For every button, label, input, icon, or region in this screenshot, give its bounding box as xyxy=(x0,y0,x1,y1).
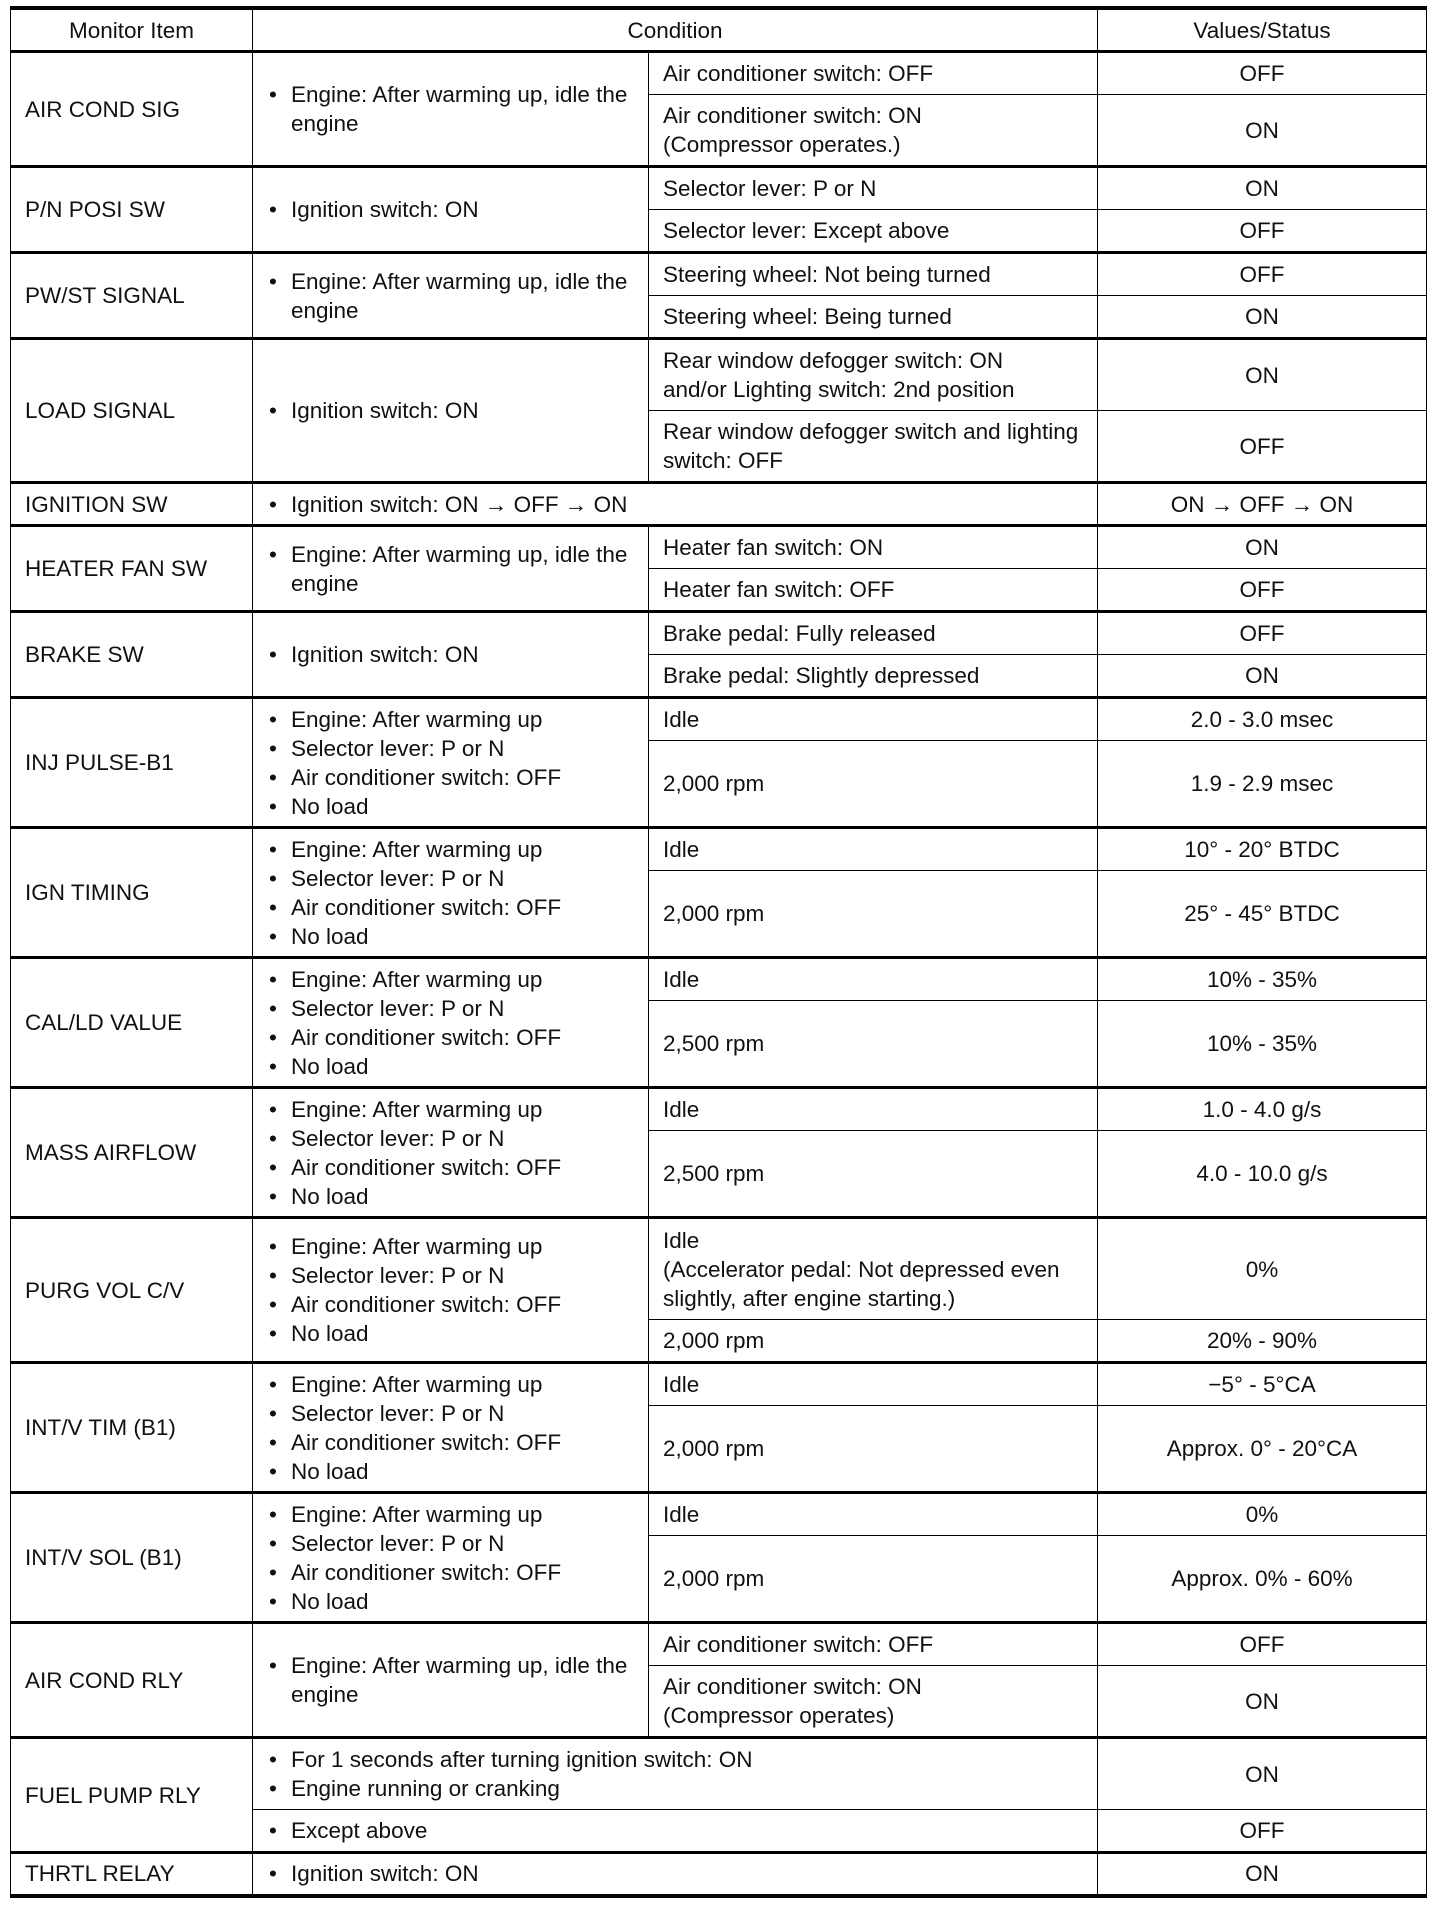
value-cell: ON → OFF → ON xyxy=(1098,483,1427,526)
sub-condition-cell: Idle (Accelerator pedal: Not depressed even slightly, after engine starting.) xyxy=(649,1218,1098,1320)
condition-cell xyxy=(253,958,649,1088)
condition-bullet: • Except above xyxy=(267,1816,1083,1845)
monitor-item-cell: P/N POSI SW xyxy=(11,167,253,253)
condition-cell xyxy=(253,52,649,167)
value-cell: ON xyxy=(1098,296,1427,339)
condition-bullet: • Engine: After warming up xyxy=(267,705,634,734)
condition-bullet: • Engine: After warming up xyxy=(267,1370,634,1399)
table-row xyxy=(11,958,1427,1001)
header-monitor-item: Monitor Item xyxy=(11,8,253,52)
monitor-item-cell: AIR COND SIG xyxy=(11,52,253,167)
condition-cell xyxy=(253,253,649,339)
condition-bullet: • No load xyxy=(267,922,634,951)
sub-condition-cell: 2,000 rpm xyxy=(649,871,1098,958)
sub-condition-cell: Idle xyxy=(649,828,1098,871)
condition-bullet: • Engine: After warming up, idle the engine xyxy=(267,80,634,138)
condition-bullet: • Air conditioner switch: OFF xyxy=(267,1428,634,1457)
monitor-item-cell: THRTL RELAY xyxy=(11,1853,253,1896)
monitor-item-cell: INJ PULSE-B1 xyxy=(11,698,253,828)
condition-bullet: • Ignition switch: ON xyxy=(267,640,634,669)
value-cell: OFF xyxy=(1098,612,1427,655)
sub-condition-cell: Air conditioner switch: ON (Compressor operates.) xyxy=(649,95,1098,167)
sub-condition-cell: 2,000 rpm xyxy=(649,1406,1098,1493)
condition-bullet: • Engine: After warming up xyxy=(267,835,634,864)
table-header-row xyxy=(11,8,1427,52)
table-row xyxy=(11,612,1427,655)
condition-cell xyxy=(253,1218,649,1363)
monitor-item-cell: IGNITION SW xyxy=(11,483,253,526)
sub-condition-cell: Idle xyxy=(649,958,1098,1001)
value-cell: ON xyxy=(1098,339,1427,411)
table-row xyxy=(11,1623,1427,1666)
monitor-item-cell: INT/V TIM (B1) xyxy=(11,1363,253,1493)
table-row xyxy=(11,167,1427,210)
value-cell: ON xyxy=(1098,1666,1427,1738)
value-cell: 0% xyxy=(1098,1493,1427,1536)
value-cell: 0% xyxy=(1098,1218,1427,1320)
condition-cell xyxy=(253,167,649,253)
condition-cell xyxy=(253,1088,649,1218)
table-row xyxy=(11,526,1427,569)
condition-bullet: • Air conditioner switch: OFF xyxy=(267,893,634,922)
value-cell: 20% - 90% xyxy=(1098,1320,1427,1363)
sub-condition-cell: Heater fan switch: ON xyxy=(649,526,1098,569)
condition-bullet: • Engine: After warming up, idle the engine xyxy=(267,267,634,325)
condition-cell xyxy=(253,698,649,828)
table-row xyxy=(11,1738,1427,1810)
condition-bullet: • Air conditioner switch: OFF xyxy=(267,1153,634,1182)
sub-condition-cell: Air conditioner switch: OFF xyxy=(649,52,1098,95)
monitor-item-cell: FUEL PUMP RLY xyxy=(11,1738,253,1853)
condition-cell xyxy=(253,339,649,483)
value-cell: OFF xyxy=(1098,210,1427,253)
condition-cell xyxy=(253,1623,649,1738)
value-cell: ON xyxy=(1098,1853,1427,1896)
value-cell: 25° - 45° BTDC xyxy=(1098,871,1427,958)
value-cell: 4.0 - 10.0 g/s xyxy=(1098,1131,1427,1218)
condition-bullet: • No load xyxy=(267,1587,634,1616)
sub-condition-cell: Idle xyxy=(649,1088,1098,1131)
sub-condition-cell: Rear window defogger switch: ON and/or Lighting switch: 2nd position xyxy=(649,339,1098,411)
value-cell: ON xyxy=(1098,95,1427,167)
sub-condition-cell: 2,500 rpm xyxy=(649,1001,1098,1088)
value-cell: OFF xyxy=(1098,569,1427,612)
value-cell: Approx. 0° - 20°CA xyxy=(1098,1406,1427,1493)
condition-cell xyxy=(253,1853,1098,1896)
condition-bullet: • No load xyxy=(267,1182,634,1211)
value-cell: 10% - 35% xyxy=(1098,958,1427,1001)
value-cell: −5° - 5°CA xyxy=(1098,1363,1427,1406)
value-cell: OFF xyxy=(1098,411,1427,483)
value-cell: Approx. 0% - 60% xyxy=(1098,1536,1427,1623)
sub-condition-cell: Idle xyxy=(649,698,1098,741)
condition-bullet: • No load xyxy=(267,1052,634,1081)
sub-condition-cell: Steering wheel: Being turned xyxy=(649,296,1098,339)
sub-condition-cell: Steering wheel: Not being turned xyxy=(649,253,1098,296)
monitor-item-cell: AIR COND RLY xyxy=(11,1623,253,1738)
header-values-status: Values/Status xyxy=(1098,8,1427,52)
monitor-item-cell: CAL/LD VALUE xyxy=(11,958,253,1088)
condition-bullet: • Selector lever: P or N xyxy=(267,1529,634,1558)
monitor-item-cell: BRAKE SW xyxy=(11,612,253,698)
table-row xyxy=(11,1363,1427,1406)
condition-bullet: • Ignition switch: ON → OFF → ON xyxy=(267,490,1083,519)
condition-bullet: • Engine running or cranking xyxy=(267,1774,1083,1803)
condition-bullet: • Ignition switch: ON xyxy=(267,195,634,224)
condition-bullet: • Engine: After warming up xyxy=(267,1095,634,1124)
sub-condition-cell: 2,000 rpm xyxy=(649,741,1098,828)
table-row xyxy=(11,828,1427,871)
sub-condition-cell: Selector lever: Except above xyxy=(649,210,1098,253)
condition-bullet: • Selector lever: P or N xyxy=(267,1399,634,1428)
value-cell: OFF xyxy=(1098,52,1427,95)
value-cell: 10° - 20° BTDC xyxy=(1098,828,1427,871)
value-cell: ON xyxy=(1098,167,1427,210)
value-cell: ON xyxy=(1098,526,1427,569)
condition-bullet: • Selector lever: P or N xyxy=(267,1124,634,1153)
value-cell: ON xyxy=(1098,1738,1427,1810)
condition-bullet: • Ignition switch: ON xyxy=(267,396,634,425)
condition-bullet: • Selector lever: P or N xyxy=(267,864,634,893)
condition-cell xyxy=(253,1810,1098,1853)
value-cell: OFF xyxy=(1098,1623,1427,1666)
condition-bullet: • No load xyxy=(267,1457,634,1486)
condition-cell xyxy=(253,612,649,698)
monitor-item-cell: MASS AIRFLOW xyxy=(11,1088,253,1218)
monitor-item-table xyxy=(10,6,1427,1898)
condition-cell xyxy=(253,1493,649,1623)
value-cell: 10% - 35% xyxy=(1098,1001,1427,1088)
table-row xyxy=(11,1218,1427,1320)
condition-bullet: • For 1 seconds after turning ignition switch: ON xyxy=(267,1745,1083,1774)
value-cell: 1.0 - 4.0 g/s xyxy=(1098,1088,1427,1131)
sub-condition-cell: Idle xyxy=(649,1363,1098,1406)
condition-bullet: • Engine: After warming up, idle the engine xyxy=(267,1651,634,1709)
condition-bullet: • Air conditioner switch: OFF xyxy=(267,1023,634,1052)
value-cell: 1.9 - 2.9 msec xyxy=(1098,741,1427,828)
condition-bullet: • Air conditioner switch: OFF xyxy=(267,1558,634,1587)
monitor-item-cell: PW/ST SIGNAL xyxy=(11,253,253,339)
condition-bullet: • No load xyxy=(267,792,634,821)
condition-bullet: • No load xyxy=(267,1319,634,1348)
condition-bullet: • Selector lever: P or N xyxy=(267,1261,634,1290)
sub-condition-cell: 2,000 rpm xyxy=(649,1536,1098,1623)
value-cell: 2.0 - 3.0 msec xyxy=(1098,698,1427,741)
table-row xyxy=(11,1493,1427,1536)
sub-condition-cell: Brake pedal: Slightly depressed xyxy=(649,655,1098,698)
header-condition: Condition xyxy=(253,8,1098,52)
table-row xyxy=(11,52,1427,95)
table-row xyxy=(11,1088,1427,1131)
sub-condition-cell: Air conditioner switch: OFF xyxy=(649,1623,1098,1666)
condition-bullet: • Engine: After warming up xyxy=(267,965,634,994)
condition-bullet: • Selector lever: P or N xyxy=(267,994,634,1023)
value-cell: OFF xyxy=(1098,253,1427,296)
table-row xyxy=(11,1853,1427,1896)
table-row xyxy=(11,698,1427,741)
condition-cell xyxy=(253,1738,1098,1810)
monitor-item-cell: LOAD SIGNAL xyxy=(11,339,253,483)
condition-bullet: • Engine: After warming up xyxy=(267,1500,634,1529)
table-row xyxy=(11,483,1427,526)
condition-cell xyxy=(253,828,649,958)
condition-bullet: • Ignition switch: ON xyxy=(267,1859,1083,1888)
monitor-item-cell: INT/V SOL (B1) xyxy=(11,1493,253,1623)
monitor-item-cell: HEATER FAN SW xyxy=(11,526,253,612)
sub-condition-cell: Heater fan switch: OFF xyxy=(649,569,1098,612)
condition-bullet: • Air conditioner switch: OFF xyxy=(267,763,634,792)
table-row xyxy=(11,339,1427,411)
condition-cell xyxy=(253,526,649,612)
condition-bullet: • Engine: After warming up xyxy=(267,1232,634,1261)
sub-condition-cell: 2,500 rpm xyxy=(649,1131,1098,1218)
value-cell: OFF xyxy=(1098,1810,1427,1853)
monitor-item-cell: IGN TIMING xyxy=(11,828,253,958)
monitor-item-table-document xyxy=(10,6,1426,1898)
condition-cell xyxy=(253,1363,649,1493)
condition-bullet: • Air conditioner switch: OFF xyxy=(267,1290,634,1319)
sub-condition-cell: Rear window defogger switch and lighting switch: OFF xyxy=(649,411,1098,483)
value-cell: ON xyxy=(1098,655,1427,698)
condition-cell xyxy=(253,483,1098,526)
condition-bullet: • Selector lever: P or N xyxy=(267,734,634,763)
sub-condition-cell: Brake pedal: Fully released xyxy=(649,612,1098,655)
sub-condition-cell: Air conditioner switch: ON (Compressor operates) xyxy=(649,1666,1098,1738)
monitor-item-cell: PURG VOL C/V xyxy=(11,1218,253,1363)
table-row xyxy=(11,253,1427,296)
sub-condition-cell: Idle xyxy=(649,1493,1098,1536)
sub-condition-cell: Selector lever: P or N xyxy=(649,167,1098,210)
sub-condition-cell: 2,000 rpm xyxy=(649,1320,1098,1363)
condition-bullet: • Engine: After warming up, idle the engine xyxy=(267,540,634,598)
